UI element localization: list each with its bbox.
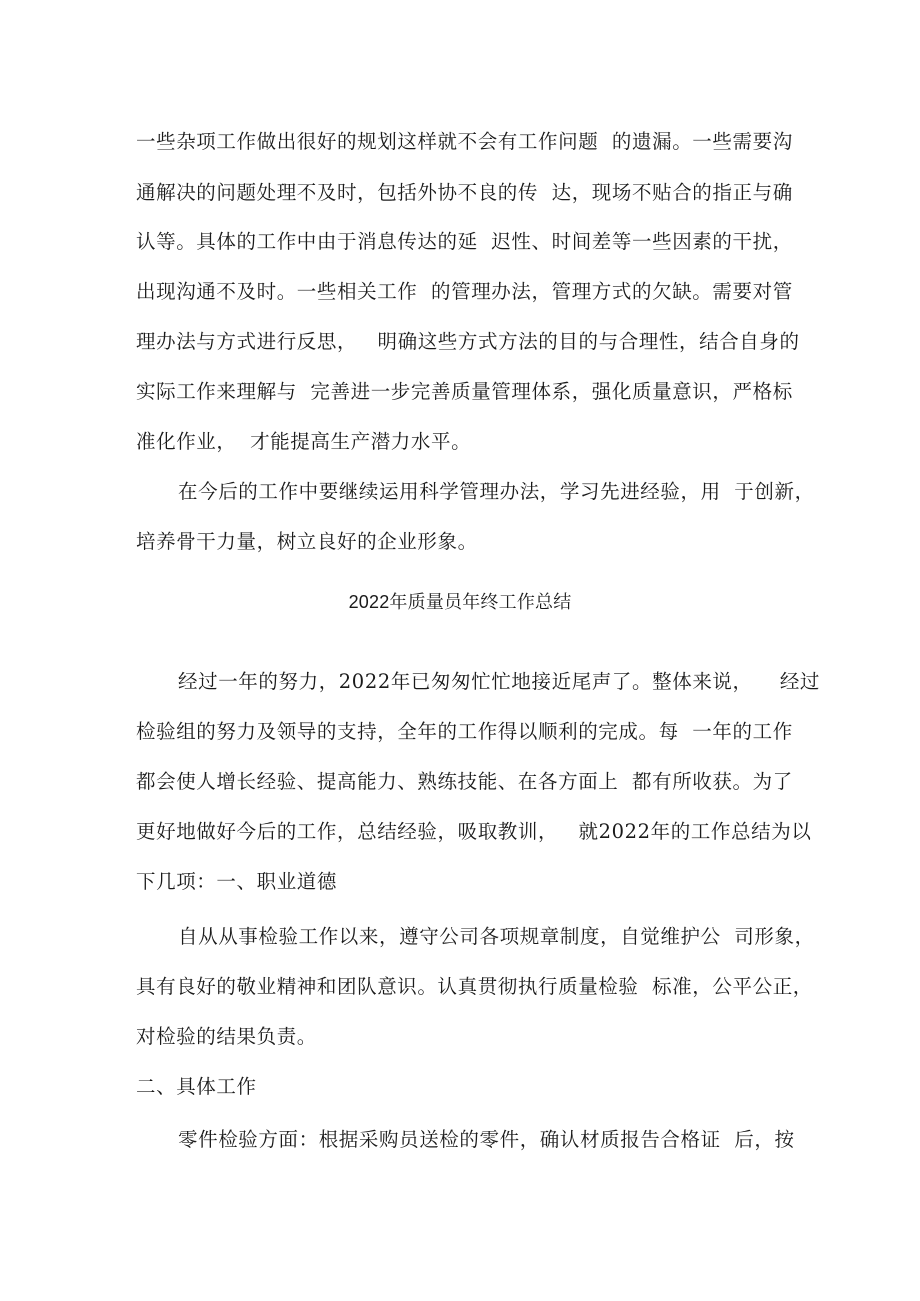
text-line: 都会使人增长经验、提高能力、熟练技能、在各方面上 都有所收获。为了 [136,770,793,793]
document-title: 2022年质量员年终工作总结 [348,592,572,612]
text-line: 零件检验方面：根据采购员送检的零件，确认材质报告合格证 后，按 [178,1128,795,1151]
text-line: 通解决的问题处理不及时，包括外协不良的传 达，现场不贴合的指正与确 [136,181,793,204]
text-line: 一些杂项工作做出很好的规划这样就不会有工作问题 的遗漏。一些需要沟 [136,130,793,153]
text-line: 认等。具体的工作中由于消息传达的延 迟性、时间差等一些因素的干扰， [136,230,793,253]
text-line: 自从从事检验工作以来，遵守公司各项规章制度，自觉维护公 司形象， [178,925,815,948]
text-line: 培养骨干力量，树立良好的企业形象。 [136,530,478,553]
text-line: 出现沟通不及时。一些相关工作 的管理办法，管理方式的欠缺。需要对管 [136,280,793,303]
section-heading: 二、具体工作 [136,1075,257,1098]
text-line: 具有良好的敬业精神和团队意识。认真贯彻执行质量检验 标准，公平公正， [136,975,813,998]
text-line: 对检验的结果负责。 [136,1025,317,1048]
text-line: 检验组的努力及领导的支持，全年的工作得以顺利的完成。每 一年的工作 [136,720,793,743]
text-line: 实际工作来理解与 完善进一步完善质量管理体系，强化质量意识，严格标 [136,380,793,403]
text-line: 更好地做好今后的工作，总结经验，吸取教训， 就2022年的工作总结为以 [136,820,812,843]
text-line: 经过一年的努力，2022年已匆匆忙忙地接近尾声了。整体来说， 经过 [178,670,821,693]
text-line: 下几项：一、职业道德 [136,870,338,893]
text-line: 在今后的工作中要继续运用科学管理办法，学习先进经验，用 于创新， [178,480,815,503]
text-line: 理办法与方式进行反思， 明确这些方式方法的目的与合理性，结合自身的 [136,330,800,353]
text-line: 准化作业， 才能提高生产潜力水平。 [136,430,472,453]
